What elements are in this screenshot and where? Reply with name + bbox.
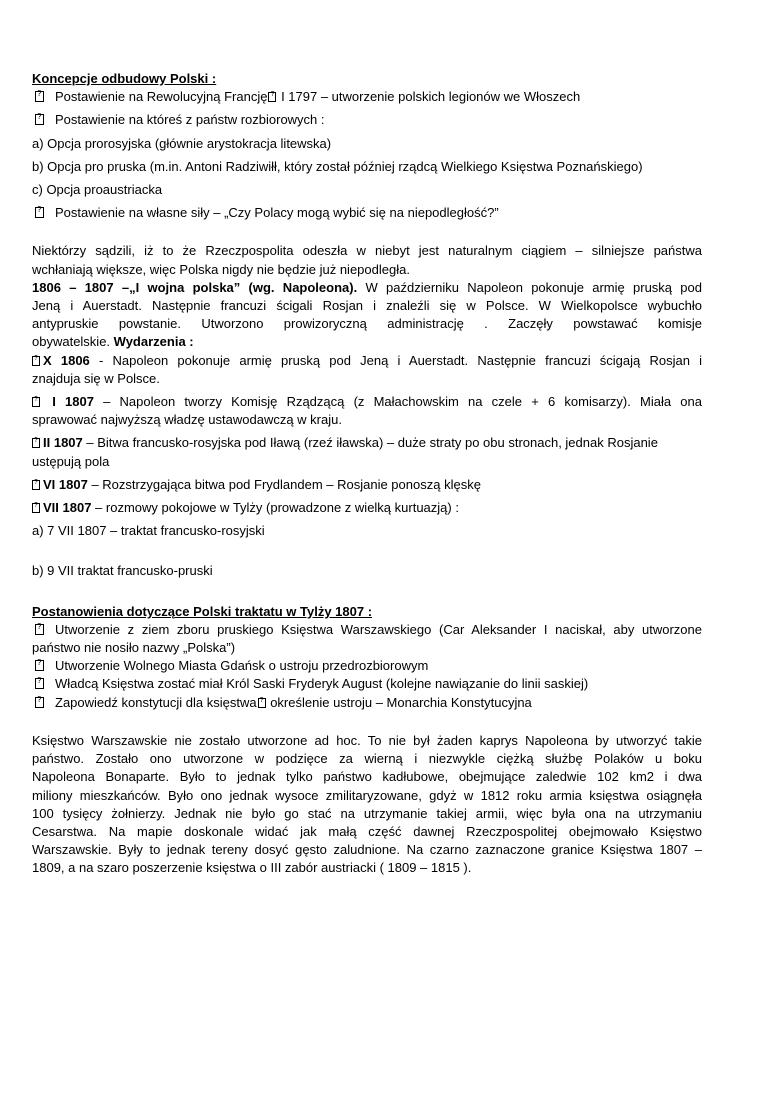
missing-glyph-icon — [32, 503, 40, 513]
event-date: VI 1807 — [43, 476, 88, 492]
paragraph-text: obywatelskie. — [32, 334, 111, 350]
missing-glyph-icon — [35, 624, 44, 635]
list-item-text: Postawienie na któreś z państw rozbiorowych : — [55, 112, 325, 128]
event-item — [32, 476, 702, 494]
list-item — [32, 88, 702, 106]
missing-glyph-icon — [35, 91, 44, 102]
missing-glyph-icon — [268, 92, 276, 102]
missing-glyph-icon — [35, 114, 44, 125]
paragraph-line: sprawować najwyższą władzę ustawodawczą w kraju. — [32, 412, 342, 428]
event-date: II 1807 — [43, 435, 83, 451]
list-item-text: Utworzenie Wolnego Miasta Gdańsk o ustroju przedrozbiorowym — [55, 658, 429, 674]
paragraph-line: znajduja się w Polsce. — [32, 370, 160, 386]
paragraph-line — [32, 352, 702, 370]
paragraph-line: 100 tysięcy żołnierzy. Jednak nie było go stać na utrzymanie takiej armii, więc była ona na utrzymaniu — [32, 805, 702, 821]
missing-glyph-icon — [32, 480, 40, 490]
event-item — [32, 434, 702, 470]
option-c: c) Opcja proaustriacka — [32, 182, 163, 198]
paragraph-line — [32, 279, 702, 297]
missing-glyph-icon — [258, 698, 266, 708]
list-item — [32, 675, 702, 693]
event-item — [32, 393, 702, 429]
event-text: - Napoleon pokonuje armię pruską pod Jeną i Auerstadt. Następnie francuzi ścigają Rosjan i — [89, 352, 703, 368]
paragraph-line — [32, 333, 702, 351]
event-date: I 1807 — [52, 394, 94, 410]
section-heading-postanowienia: Postanowienia dotyczące Polski traktatu w Tylży 1807 : — [32, 603, 373, 619]
event-date: VII 1807 — [43, 500, 92, 516]
option-b: b) Opcja pro pruska (m.in. Antoni Radziwiłł, który został później rządcą Wielkiego Księstwa Poznańskiego) — [32, 158, 643, 174]
event-item — [32, 352, 702, 388]
list-item-text: określenie ustroju – Monarchia Konstytucyjna — [266, 694, 532, 710]
paragraph-line — [32, 393, 702, 411]
document-page — [32, 70, 702, 878]
missing-glyph-icon — [35, 660, 44, 671]
missing-glyph-icon — [32, 438, 40, 448]
missing-glyph-icon — [35, 207, 44, 218]
paragraph-line: państwo nie nosiło nazwy „Polska”) — [32, 640, 236, 656]
list-item — [32, 694, 702, 712]
missing-glyph-icon — [32, 356, 40, 366]
section-heading-koncepcje: Koncepcje odbudowy Polski : — [32, 71, 217, 86]
paragraph-line: antypruskie powstanie. Utworzono prowizoryczną administrację . Zaczęły powstawać komisje — [32, 316, 702, 332]
list-item-text: Zapowiedź konstytucji dla księstwa — [55, 694, 257, 710]
list-item-text: Postawienie na Rewolucyjną Francję — [55, 89, 268, 105]
missing-glyph-icon — [32, 397, 40, 407]
list-item — [32, 657, 702, 675]
intro-paragraph — [32, 242, 702, 351]
list-item-text: Postawienie na własne siły – „Czy Polacy mogą wybić się na niepodległość?” — [55, 205, 499, 221]
paragraph-line — [32, 621, 702, 639]
paragraph-line: Księstwo Warszawskie nie zostało utworzone ad hoc. To nie był żaden kaprys Napoleona by utworzyć takie — [32, 732, 702, 748]
treaty-a: a) 7 VII 1807 – traktat francusko-rosyjski — [32, 523, 265, 539]
list-item-text: I 1797 – utworzenie polskich legionów we Włoszech — [277, 89, 581, 105]
list-item — [32, 621, 702, 657]
event-item — [32, 499, 702, 517]
events-label: Wydarzenia : — [113, 334, 194, 350]
paragraph-line: ustępują pola — [32, 453, 110, 469]
event-text: – Rozstrzygająca bitwa pod Frydlandem – Rosjanie ponoszą klęskę — [87, 476, 481, 492]
war-title: 1806 – 1807 –„I wojna polska” (wg. Napoleona). — [32, 279, 358, 295]
paragraph-line: Napoleona Bonaparte. Było to jednak tylko państwo kadłubowe, obejmujące zaledwie 102 km2 i dwa — [32, 769, 702, 785]
event-date: X 1806 — [43, 352, 90, 368]
event-text: – Bitwa francusko-rosyjska pod Iławą (rzeź iławska) – duże straty po obu stronach, jednak Rosjanie — [82, 435, 658, 451]
missing-glyph-icon — [35, 697, 44, 708]
paragraph-line: Warszawskie. Były to jednak tereny dosyć gęsto zaludnione. Na czarno zaznaczone granice Księstwa 1807 – — [32, 842, 702, 858]
missing-glyph-icon — [35, 678, 44, 689]
paragraph-line: Cesarstwa. Na mapie doskonale widać jak małą część dawnej Rzeczpospolitej obejmowało Księstwo — [32, 823, 702, 839]
paragraph-line: Jeną i Auerstadt. Następnie francuzi ścigali Rosjan i znaleźli się w Polsce. W Wielkopolsce wybuchło — [32, 298, 702, 314]
list-item-text: Utworzenie z ziem zboru pruskiego Księstwa Warszawskiego (Car Aleksander I naciskał, aby utworzone — [55, 621, 702, 637]
treaty-b: b) 9 VII traktat francusko-pruski — [32, 563, 213, 579]
closing-paragraph — [32, 732, 702, 878]
event-text: – rozmowy pokojowe w Tylży (prowadzone z wielką kurtuazją) : — [91, 500, 459, 516]
list-item — [32, 111, 702, 129]
paragraph-line: Niektórzy sądzili, iż to że Rzeczpospolita odeszła w niebyt jest naturalnym ciągiem – silniejsze państwa — [32, 243, 702, 259]
list-item — [32, 204, 702, 222]
paragraph-line: państwo. Zostało ono utworzone w podzięce za wierną i niezwykle ciężką służbę Polaków u boku — [32, 751, 702, 767]
paragraph-line: 1809, a na szaro poszerzenie księstwa o III zabór austriacki ( 1809 – 1815 ). — [32, 860, 472, 876]
list-item-text: Władcą Księstwa zostać miał Król Saski Fryderyk August (kolejne nawiązanie do linii saskiej) — [55, 676, 589, 692]
paragraph-text: W październiku Napoleon pokonuje armię pruską pod — [357, 279, 702, 295]
paragraph-line: wchłaniają większe, więc Polska nigdy nie będzie już niepodległa. — [32, 261, 410, 277]
paragraph-line — [32, 434, 702, 452]
option-a: a) Opcja prorosyjska (głównie arystokracja litewska) — [32, 135, 332, 151]
paragraph-line: miliony mieszkańców. Było ono jednak wysoce zmilitaryzowane, gdyż w 1812 roku armia księstwa osiągnęła — [32, 787, 702, 803]
event-text: – Napoleon tworzy Komisję Rządzącą (z Małachowskim na czele + 6 komisarzy). Miała ona — [93, 394, 702, 410]
